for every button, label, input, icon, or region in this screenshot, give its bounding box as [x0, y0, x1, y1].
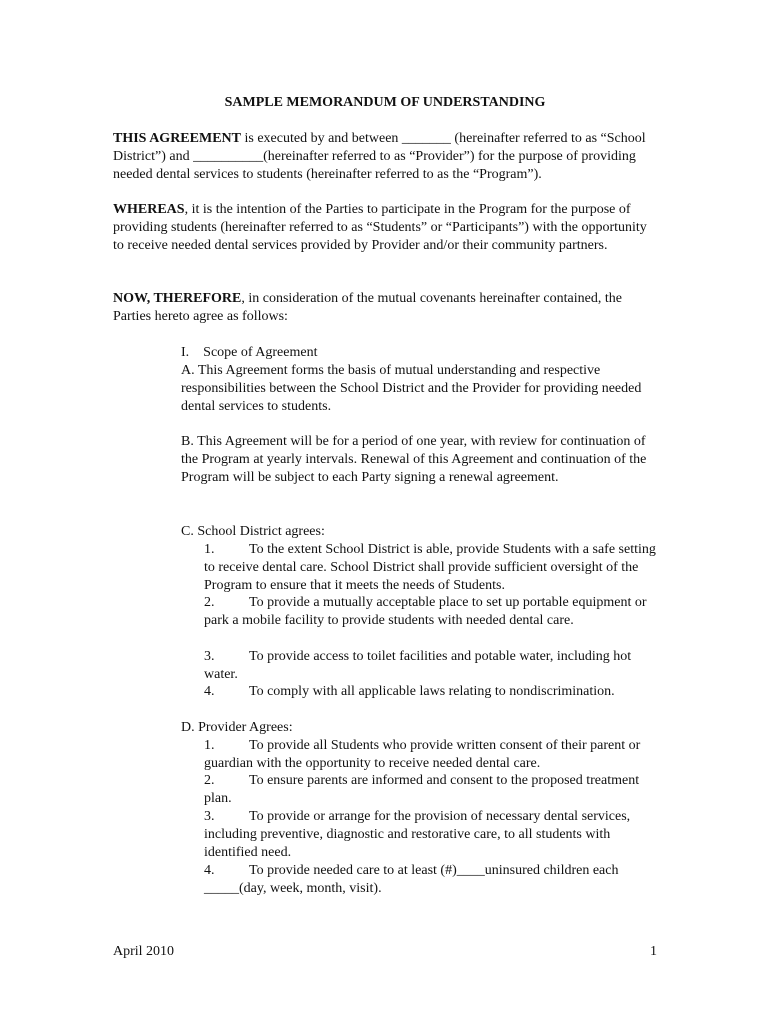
document-title: SAMPLE MEMORANDUM OF UNDERSTANDING	[224, 95, 546, 110]
section-a: A. This Agreement forms the basis of mutual understanding and respective responsibilities between the School District and the Provider for providing needed dental services to students.	[181, 363, 642, 414]
list-item	[204, 808, 664, 862]
whereas-text: , it is the intention of the Parties to participate in the Program for the purpose of providing students (hereinafter referred to as “Students” or “Participants”) with the opportunity to receive needed dental services provided by Provider and/or their community partners.	[113, 202, 647, 253]
section-c-heading: C. School District agrees:	[181, 524, 325, 539]
list-item-text: To provide needed care to at least (#)____uninsured children each _____(day, week, month, visit).	[204, 863, 619, 896]
whereas-bold: WHEREAS	[113, 202, 185, 217]
therefore-paragraph	[113, 290, 658, 326]
section-heading-scope: I. Scope of Agreement	[181, 345, 318, 360]
list-item-text: To comply with all applicable laws relating to nondiscrimination.	[249, 684, 615, 699]
list-item	[204, 541, 664, 595]
intro-text: is executed by and between _______ (hereinafter referred to as “School District”) and __________(hereinafter referred to as “Provider”) for the purpose of providing needed dental services to students (hereinafter referred to as the “Program”).	[113, 131, 646, 182]
list-item-number: 2.	[204, 773, 215, 788]
list-item	[204, 862, 664, 898]
list-item-text: To ensure parents are informed and consent to the proposed treatment plan.	[204, 773, 640, 806]
list-item-number: 4.	[204, 684, 215, 699]
list-item	[204, 594, 664, 630]
list-item-number: 1.	[204, 738, 215, 753]
list-item	[204, 772, 664, 808]
footer-date: April 2010	[113, 944, 175, 959]
list-item	[204, 737, 664, 773]
section-d-heading: D. Provider Agrees:	[181, 720, 293, 735]
list-item-text: To provide a mutually acceptable place to set up portable equipment or park a mobile facility to provide students with needed dental care.	[204, 595, 647, 628]
page-number: 1	[650, 944, 657, 959]
list-item-text: To provide or arrange for the provision of necessary dental services, including preventive, diagnostic and restorative care, to all students with identified need.	[204, 809, 631, 860]
list-item-number: 4.	[204, 863, 215, 878]
intro-bold: THIS AGREEMENT	[113, 131, 241, 146]
list-item-number: 2.	[204, 595, 215, 610]
therefore-text: , in consideration of the mutual covenants hereinafter contained, the Parties hereto agree as follows:	[113, 291, 622, 324]
intro-paragraph	[113, 130, 658, 184]
list-item-text: To the extent School District is able, provide Students with a safe setting to receive dental care. School District shall provide sufficient oversight of the Program to ensure that it meets the needs of Students.	[204, 542, 656, 593]
list-item-text: To provide all Students who provide written consent of their parent or guardian with the opportunity to receive needed dental care.	[204, 738, 641, 771]
whereas-paragraph	[113, 201, 658, 255]
section-b: B. This Agreement will be for a period of one year, with review for continuation of the Program at yearly intervals. Renewal of this Agreement and continuation of the Program will be subject to each Party signing a renewal agreement.	[181, 434, 647, 485]
list-item	[204, 648, 664, 684]
list-item-text: To provide access to toilet facilities and potable water, including hot water.	[204, 649, 632, 682]
list-item-number: 1.	[204, 542, 215, 557]
list-item-number: 3.	[204, 649, 215, 664]
list-item-number: 3.	[204, 809, 215, 824]
therefore-bold: NOW, THEREFORE	[113, 291, 242, 306]
list-item	[204, 683, 664, 701]
